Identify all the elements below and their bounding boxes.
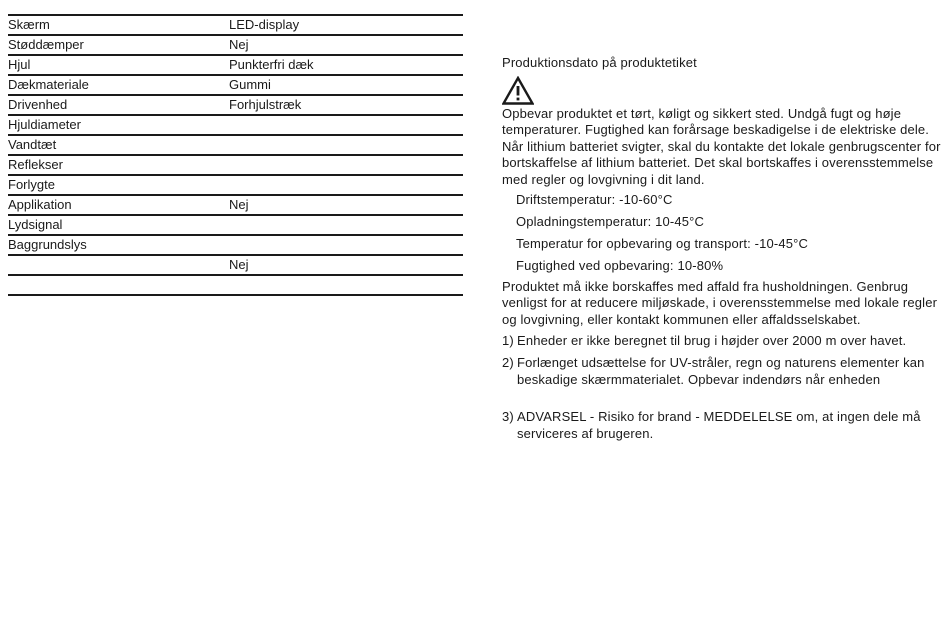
spec-value: Gummi <box>229 77 271 92</box>
note-item <box>502 409 942 442</box>
spec-label: Støddæmper <box>8 37 84 52</box>
production-date-text: Produktionsdato på produktetiket <box>502 55 697 70</box>
spec-label: Lydsignal <box>8 217 63 232</box>
note-number: 3) <box>502 409 514 425</box>
storage-paragraph: Opbevar produktet et tørt, køligt og sikkert sted. Undgå fugt og høje temperaturer. Fugtighed kan forårsage beskadigelse i de elektriske dele. Når lithium batteriet svigter, skal du kontakte det lokale genbrugscenter for bortskaffelse af lithium batteriet. Det skal bortskaffes i overensstemmelse med regler og lovgivning i dit land. <box>502 105 941 187</box>
spec-label: Applikation <box>8 197 72 212</box>
spec-row <box>8 136 463 156</box>
note-text: Enheder er ikke beregnet til brug i højder over 2000 m over havet. <box>517 333 907 349</box>
spec-value: Nej <box>229 257 249 272</box>
note-text: ADVARSEL - Risiko for brand - MEDDELELSE om, at ingen dele må serviceres af brugeren. <box>517 409 921 441</box>
condition-item: Opladningstemperatur: 10-45°C <box>516 213 705 229</box>
spec-label: Baggrundslys <box>8 237 87 252</box>
spec-value: Forhjulstræk <box>229 97 302 112</box>
spec-row <box>8 16 463 36</box>
spec-label: Dækmateriale <box>8 77 89 92</box>
note-text: Forlænget udsættelse for UV-stråler, regn og naturens elementer kan beskadige skærmmaterialet. Opbevar indendørs når enheden <box>517 354 925 387</box>
condition-item: Temperatur for opbevaring og transport: -10-45°C <box>516 235 809 251</box>
note-item <box>502 333 942 350</box>
spec-row <box>8 176 463 196</box>
spec-row <box>8 96 463 116</box>
spec-label: Drivenhed <box>8 97 68 112</box>
spec-row <box>8 56 463 76</box>
spec-row <box>8 36 463 56</box>
conditions-list <box>502 191 942 274</box>
spec-row <box>8 76 463 96</box>
spec-label: Skærm <box>8 17 50 32</box>
note-item <box>502 355 942 388</box>
spec-value: Nej <box>229 37 249 52</box>
spec-label: Hjul <box>8 57 31 72</box>
note-number: 2) <box>502 354 514 370</box>
spec-row <box>8 256 463 276</box>
spec-row <box>8 116 463 136</box>
spec-value: Punkterfri dæk <box>229 57 314 72</box>
spec-label: Forlygte <box>8 177 55 192</box>
spec-row <box>8 236 463 256</box>
warning-triangle-icon <box>502 76 942 106</box>
spec-label: Hjuldiameter <box>8 117 81 132</box>
spec-row <box>8 276 463 296</box>
product-info <box>502 55 942 442</box>
condition-item: Fugtighed ved opbevaring: 10-80% <box>516 257 724 273</box>
spec-row <box>8 216 463 236</box>
spec-table <box>8 14 463 296</box>
condition-item: Driftstemperatur: -10-60°C <box>516 191 673 207</box>
spec-row <box>8 156 463 176</box>
spec-label: Vandtæt <box>8 137 57 152</box>
disposal-paragraph: Produktet må ikke borskaffes med affald fra husholdningen. Genbrug venligst for at reducere miljøskade, i overensstemmelse med lokale regler og lovgivning, eller kontakt kommunen eller affaldsselskabet. <box>502 278 938 327</box>
spec-label: Reflekser <box>8 157 63 172</box>
spec-value: Nej <box>229 197 249 212</box>
spec-value: LED-display <box>229 17 300 32</box>
spec-row <box>8 196 463 216</box>
note-number: 1) <box>502 333 514 349</box>
